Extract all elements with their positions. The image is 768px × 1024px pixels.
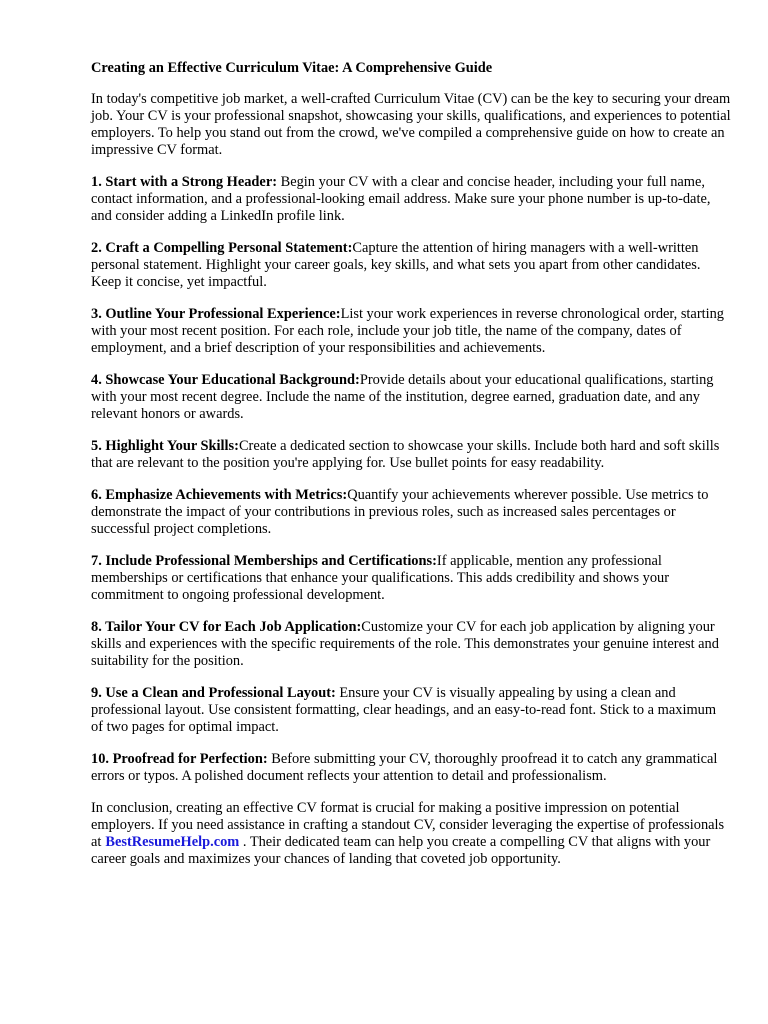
step-paragraph xyxy=(91,553,731,604)
conclusion-text-end: . Their dedicated team can help you create a compelling CV that aligns with your career goals and maximizes your chances of landing that coveted job opportunity. xyxy=(91,834,711,867)
step-text: Capture the attention of hiring managers with a well-written personal statement. Highlight your career goals, key skills, and what sets you apart from other candidates. Keep it concise, yet impactful. xyxy=(91,240,701,290)
step-paragraph xyxy=(91,619,731,670)
step-text: Quantify your achievements wherever possible. Use metrics to demonstrate the impact of your contributions in previous roles, such as increased sales percentages or successful project completions. xyxy=(91,487,709,537)
step-text: Before submitting your CV, thoroughly proofread it to catch any grammatical errors or typos. A polished document reflects your attention to detail and professionalism. xyxy=(91,751,718,784)
step-heading: 2. Craft a Compelling Personal Statement: xyxy=(91,240,353,256)
step-paragraph xyxy=(91,751,731,785)
step-text: Provide details about your educational qualifications, starting with your most recent degree. Include the name of the institution, degree earned, graduation date, and any relevant honors or awards. xyxy=(91,372,714,422)
step-paragraph xyxy=(91,372,731,423)
step-text: Begin your CV with a clear and concise header, including your full name, contact information, and a professional-looking email address. Make sure your phone number is up-to-date, and consider adding a LinkedIn profile link. xyxy=(91,174,711,224)
document-title: Creating an Effective Curriculum Vitae: A Comprehensive Guide xyxy=(91,60,493,76)
step-heading: 4. Showcase Your Educational Background: xyxy=(91,372,360,388)
step-text: Customize your CV for each job application by aligning your skills and experiences with the specific requirements of the role. This demonstrates your genuine interest and suitability for the position. xyxy=(91,619,719,669)
step-heading: 8. Tailor Your CV for Each Job Application: xyxy=(91,619,362,635)
step-heading: 7. Include Professional Memberships and Certifications: xyxy=(91,553,437,569)
step-text: List your work experiences in reverse chronological order, starting with your most recent position. For each role, include your job title, the name of the company, dates of employment, and a brief description of your responsibilities and achievements. xyxy=(91,306,725,356)
step-paragraph xyxy=(91,685,731,736)
step-paragraph xyxy=(91,306,731,357)
step-text: If applicable, mention any professional memberships or certifications that enhance your qualifications. This adds credibility and shows your commitment to ongoing professional development. xyxy=(91,553,670,603)
conclusion-text: In conclusion, creating an effective CV format is crucial for making a positive impression on potential employers. If you need assistance in crafting a standout CV, consider leveraging the expertise of professionals at xyxy=(91,800,725,850)
step-text: Ensure your CV is visually appealing by using a clean and professional layout. Use consistent formatting, clear headings, and an easy-to-read font. Stick to a maximum of two pages for optimal impact. xyxy=(91,685,717,735)
step-paragraph xyxy=(91,240,731,291)
step-paragraph xyxy=(91,487,731,538)
step-heading: 5. Highlight Your Skills: xyxy=(91,438,239,454)
step-heading: 3. Outline Your Professional Experience: xyxy=(91,306,341,322)
step-heading: 10. Proofread for Perfection: xyxy=(91,751,268,767)
conclusion-paragraph xyxy=(91,800,731,868)
document-page xyxy=(91,60,731,883)
step-paragraph xyxy=(91,438,731,472)
step-heading: 1. Start with a Strong Header: xyxy=(91,174,277,190)
step-heading: 9. Use a Clean and Professional Layout: xyxy=(91,685,336,701)
step-heading: 6. Emphasize Achievements with Metrics: xyxy=(91,487,348,503)
intro-paragraph: In today's competitive job market, a well-crafted Curriculum Vitae (CV) can be the key to securing your dream job. Your CV is your professional snapshot, showcasing your skills, qualifications, and experiences to potential employers. To help you stand out from the crowd, we've compiled a comprehensive guide on how to create an impressive CV format. xyxy=(91,91,731,158)
bestresumehelp-link[interactable]: BestResumeHelp.com xyxy=(105,834,240,850)
step-paragraph xyxy=(91,174,731,225)
step-text: Create a dedicated section to showcase your skills. Include both hard and soft skills that are relevant to the position you're applying for. Use bullet points for easy readability. xyxy=(91,438,720,471)
